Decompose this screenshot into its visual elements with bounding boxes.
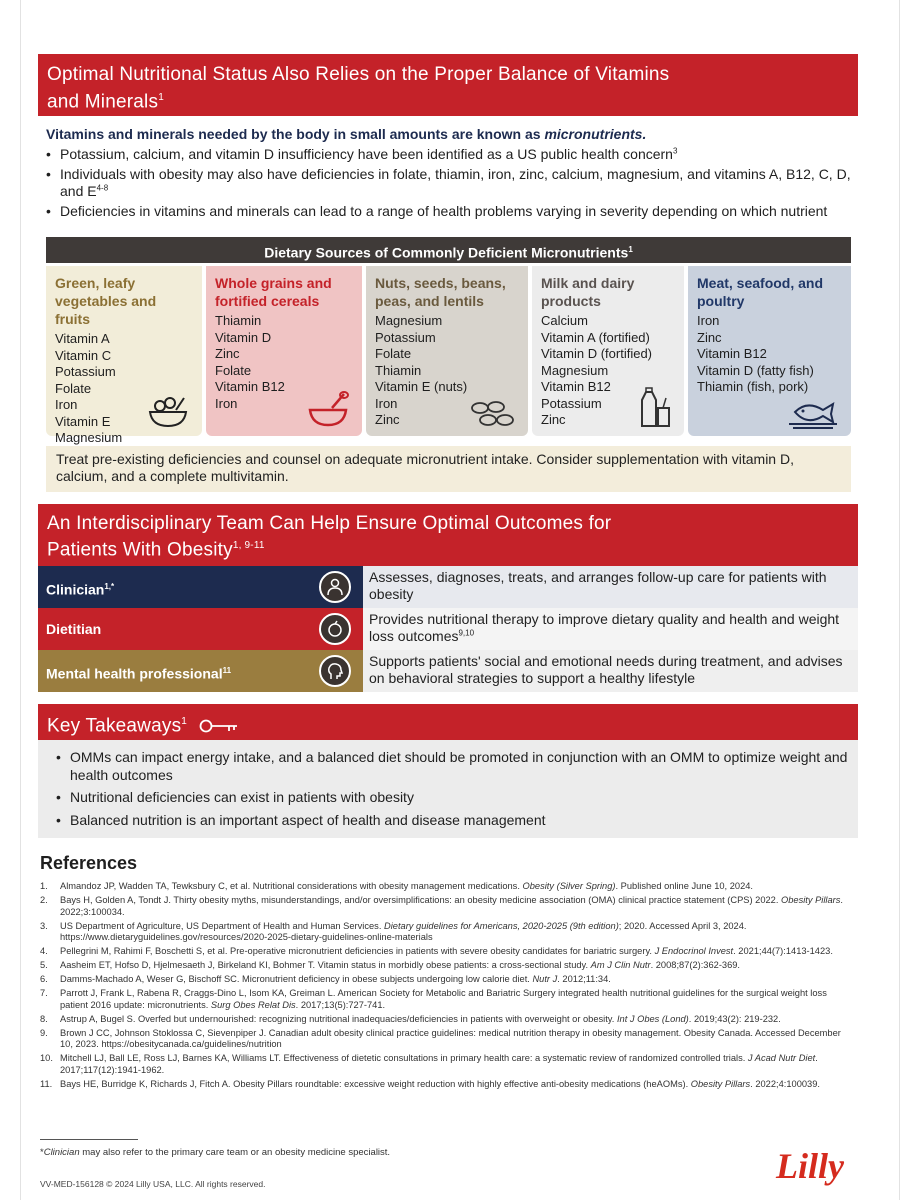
clinician-icon [319, 571, 351, 603]
reference-text: US Department of Agriculture, US Department of Health and Human Services. [60, 920, 384, 931]
nutrient-item: Vitamin B12 [541, 379, 611, 394]
nutrient-item: Zinc [697, 329, 722, 345]
legal-text: VV-MED-156128 © 2024 Lilly USA, LLC. All rights reserved. [40, 1179, 266, 1189]
section-title-text: Key Takeaways [47, 715, 182, 737]
reference-text: Parrott J, Frank L, Rabena R, Craggs-Dino L, Isom KA, Greiman L. American Society for Metabolic and Bariatric Surgery integrated health nutritional guidelines for the surgical weight loss patient 2016 update: micronutrients. [60, 988, 827, 1010]
source-column-title: Milk and dairy products [541, 275, 635, 309]
footnote-emphasis: Clinician [43, 1147, 80, 1158]
nutrient-item: Folate [215, 362, 252, 378]
footnote-text: may also refer to the primary care team or an obesity medicine specialist. [79, 1147, 391, 1158]
reference-journal: Obesity (Silver Spring) [522, 881, 616, 891]
role-label [38, 608, 363, 650]
nutrient-item: Folate [375, 346, 412, 361]
section-title-sup: 1 [181, 716, 188, 727]
nutrient-item: Vitamin E [55, 413, 111, 429]
reference-item [40, 881, 848, 893]
nutrient-item: Folate [55, 380, 92, 396]
reference-citation: . 2021;44(7):1413-1423. [733, 946, 833, 956]
nutrient-item: Iron [697, 313, 720, 328]
nutrient-item: Magnesium [55, 430, 123, 445]
reference-number: 5. [40, 960, 48, 970]
source-column-title: Meat, seafood, and poultry [697, 275, 824, 309]
intro-lead-emphasis: micronutrients. [544, 126, 647, 142]
intro-bullets [46, 146, 856, 220]
reference-journal: Int J Obes (Lond) [616, 1013, 689, 1024]
role-sup: 1,* [104, 582, 115, 591]
reference-number: 6. [40, 974, 48, 984]
reference-item [40, 1079, 848, 1091]
milk-bottle-icon [636, 386, 672, 430]
reference-item [40, 946, 848, 958]
section-title-team [38, 504, 858, 566]
reference-journal: Dietary guidelines for Americans, 2020-2025 (9th edition) [384, 920, 619, 931]
reference-citation: . 2012;11:34. [557, 974, 611, 984]
reference-citation: . Published online June 10, 2024. [615, 881, 753, 891]
intro-lead-text: Vitamins and minerals needed by the body in small amounts are known as [46, 126, 545, 142]
reference-text: Brown J CC, Johnson Stoklossa C, Sievenpiper J. Canadian adult obesity clinical practice guidelines: medical nutrition therapy in obesity management. Obesity Canada. Accessed December 10, 2023. https://obesitycanada.ca/guidelines/nutrition [60, 1027, 841, 1049]
source-column-dairy [532, 266, 684, 436]
reference-citation: . 2017;117(12):1941-1962. [60, 1053, 818, 1075]
source-column-nuts [366, 266, 528, 436]
nutrient-item: Potassium [541, 395, 602, 411]
nutrient-item: Thiamin [215, 313, 262, 328]
reference-text: Astrup A, Bugel S. Overfed but undernourished: recognizing nutritional inadequacies/deficiencies in patients with overweight or obesity. [60, 1013, 617, 1024]
reference-journal: Surg Obes Relat Dis [210, 999, 296, 1010]
section-title-line1: Optimal Nutritional Status Also Relies on the Proper Balance of Vitamins [47, 64, 670, 85]
source-column-vegetables [46, 266, 202, 445]
intro-bullet-sup: 4-8 [96, 183, 109, 193]
dietary-sources-title: Dietary Sources of Commonly Deficient Micronutrients [264, 244, 629, 261]
reference-text: Aasheim ET, Hofso D, Hjelmesaeth J, Birkeland KI, Bohmer T. Vitamin status in morbidly obese patients: a cross-sectional study. [60, 960, 591, 970]
intro-bullet-sup: 3 [672, 146, 678, 156]
role-sup: 11 [222, 666, 232, 675]
nutrient-item: Vitamin D (fortified) [541, 346, 653, 361]
key-icon [199, 718, 239, 734]
nutrient-item: Iron [375, 395, 398, 411]
nutrient-item: Thiamin [375, 362, 422, 378]
reference-text: Almandoz JP, Wadden TA, Tewksbury C, et al. Nutritional considerations with obesity management medications. [60, 881, 523, 891]
reference-item [40, 921, 848, 944]
section-title-takeaways [38, 704, 858, 740]
source-column-grains [206, 266, 362, 436]
intro-bullet-text: Individuals with obesity may also have deficiencies in folate, thiamin, iron, zinc, calcium, magnesium, and vitamins A, B12, C, D, and E [60, 166, 851, 199]
cereal-bowl-icon [306, 390, 350, 430]
reference-text: Mitchell LJ, Ball LE, Ross LJ, Barnes KA, Williams LT. Effectiveness of dietetic consultations in primary health care: a systematic review of randomized controlled trials. [60, 1053, 748, 1063]
supplementation-note: Treat pre-existing deficiencies and counsel on adequate micronutrient intake. Consider supplementation with vitamin D, calcium, and a complete multivitamin. [46, 446, 851, 492]
source-column-title: Green, leafy vegetables and fruits [55, 275, 157, 327]
reference-number: 4. [40, 946, 48, 956]
nutrient-item: Vitamin B12 [697, 346, 767, 361]
intro-bullet [46, 203, 856, 220]
nutrient-item: Vitamin C [55, 347, 112, 363]
role-description: Assesses, diagnoses, treats, and arranges follow-up care for patients with obesity [363, 566, 858, 608]
takeaway-item: • OMMs can impact energy intake, and a balanced diet should be promoted in conjunction with an OMM to optimize weight and health outcomes [56, 749, 848, 784]
reference-number: 11. [40, 1078, 53, 1089]
role-label [38, 566, 363, 608]
reference-item [40, 974, 848, 986]
key-takeaways [38, 740, 858, 838]
team-row-dietitian [38, 608, 858, 650]
fish-plate-icon [787, 398, 839, 430]
references-title: References [40, 853, 138, 873]
footnote-divider [40, 1139, 138, 1140]
reference-journal: Obesity Pillars [781, 895, 841, 905]
reference-citation: . 2008;87(2):362-369. [650, 960, 741, 970]
section-title-sup: 1, 9-11 [232, 540, 265, 551]
role-name: Mental health professional [46, 665, 223, 682]
nutrient-item: Zinc [375, 412, 400, 427]
reference-citation: . 2022;3:100034. [60, 895, 844, 917]
reference-list [40, 881, 848, 1093]
nutrient-item: Zinc [215, 346, 240, 361]
reference-citation: ; 2020. Accessed April 3, 2024. https://www.dietaryguidelines.gov/resources/2020-2025-dietary-guidelines-online-materials [60, 920, 747, 942]
micronutrient-intro [46, 126, 856, 223]
reference-item [40, 895, 848, 918]
reference-text: Bays HE, Burridge K, Richards J, Fitch A. Obesity Pillars roundtable: excessive weight reduction with highly effective anti-obesity medications (heAOMs). [60, 1078, 691, 1089]
intro-bullet-text: Potassium, calcium, and vitamin D insufficiency have been identified as a US public health concern [60, 146, 673, 162]
intro-bullet [46, 166, 856, 200]
nutrient-item: Vitamin D (fatty fish) [697, 362, 814, 378]
section-title-sup: 1 [158, 92, 164, 103]
role-name: Dietitian [46, 621, 102, 637]
role-label [38, 650, 363, 692]
intro-lead [46, 126, 856, 143]
nutrient-item: Vitamin A (fortified) [541, 329, 650, 345]
nutrient-item: Magnesium [375, 313, 443, 328]
role-description-text: Provides nutritional therapy to improve dietary quality and health and weight loss outcomes [369, 611, 840, 644]
reference-citation: . 2017;13(5):727-741. [295, 999, 386, 1010]
section-title-vitamins [38, 54, 858, 116]
reference-item [40, 1014, 848, 1026]
reference-number: 1. [40, 881, 48, 891]
reference-text: Damms-Machado A, Weser G, Bischoff SC. Micronutrient deficiency in obese subjects undergoing low calorie diet. [60, 974, 533, 984]
role-description: Supports patients' social and emotional needs during treatment, and advises on behavioral strategies to support a healthy lifestyle [363, 650, 858, 692]
intro-bullet [46, 146, 856, 163]
reference-number: 3. [40, 920, 48, 931]
footnote-star: * [40, 1147, 44, 1158]
nutrient-item: Vitamin B12 [215, 379, 285, 394]
nutrient-item: Vitamin D [215, 329, 272, 345]
section-title-line1: An Interdisciplinary Team Can Help Ensure Optimal Outcomes for [47, 513, 612, 534]
reference-journal: Am J Clin Nutr [590, 960, 651, 970]
source-column-title: Whole grains and fortified cereals [215, 275, 332, 309]
section-title-line2: Patients With Obesity [47, 539, 233, 561]
reference-number: 10. [40, 1053, 53, 1063]
reference-item [40, 1053, 848, 1076]
reference-text: Bays H, Golden A, Tondt J. Thirty obesity myths, misunderstandings, and/or oversimplifications: an obesity medicine association (OMA) clinical practice statement (CPS) 2022. [60, 895, 781, 905]
apple-icon [319, 613, 351, 645]
reference-journal: J Acad Nutr Diet [747, 1053, 816, 1063]
nutrient-item: Potassium [375, 329, 436, 345]
reference-number: 2. [40, 895, 48, 905]
reference-citation: . 2022;4:100039. [750, 1078, 820, 1089]
reference-number: 9. [40, 1027, 48, 1038]
section-title-line2: and Minerals [47, 91, 159, 113]
salad-bowl-icon [146, 394, 190, 430]
takeaway-item: • Nutritional deficiencies can exist in patients with obesity [56, 789, 848, 807]
dietary-sources-sup: 1 [628, 245, 633, 254]
reference-text: Pellegrini M, Rahimi F, Boschetti S, et al. Pre-operative micronutrient deficiencies in patients with severe obesity candidates for bariatric surgery. [60, 946, 655, 956]
nuts-icon [468, 398, 516, 430]
reference-number: 7. [40, 988, 48, 998]
nutrient-item: Iron [215, 395, 238, 411]
nutrient-item: Iron [55, 397, 78, 412]
dietary-sources-header [46, 237, 851, 263]
reference-item [40, 960, 848, 972]
nutrient-item: Thiamin (fish, pork) [697, 379, 809, 394]
reference-journal: J Endocrinol Invest [654, 946, 734, 956]
reference-journal: Nutr J [532, 974, 558, 984]
reference-citation: . 2019;43(2): 219-232. [688, 1013, 781, 1024]
team-row-mental-health [38, 650, 858, 692]
role-name: Clinician [46, 581, 105, 598]
nutrient-item: Zinc [541, 412, 566, 427]
reference-journal: Obesity Pillars [690, 1078, 751, 1089]
reference-item [40, 988, 848, 1011]
nutrient-item: Magnesium [541, 362, 609, 378]
nutrient-item: Calcium [541, 313, 588, 328]
lilly-logo-text: Lilly [776, 1146, 844, 1186]
nutrient-item: Vitamin A [55, 331, 110, 346]
source-column-meat [688, 266, 851, 436]
lilly-logo [772, 1140, 860, 1190]
role-description-sup: 9,10 [458, 628, 475, 638]
reference-item [40, 1028, 848, 1051]
role-description [363, 608, 858, 650]
source-column-title: Nuts, seeds, beans, peas, and lentils [375, 275, 506, 309]
intro-bullet-text: Deficiencies in vitamins and minerals can lead to a range of health problems varying in severity depending on which nutrient [60, 203, 828, 219]
takeaway-item: • Balanced nutrition is an important aspect of health and disease management [56, 812, 848, 830]
nutrient-item: Potassium [55, 364, 116, 379]
clinician-footnote [40, 1147, 390, 1158]
nutrient-item: Vitamin E (nuts) [375, 379, 468, 394]
team-row-clinician [38, 566, 858, 608]
reference-number: 8. [40, 1013, 48, 1024]
takeaway-list [56, 749, 848, 829]
head-profile-icon [319, 655, 351, 687]
